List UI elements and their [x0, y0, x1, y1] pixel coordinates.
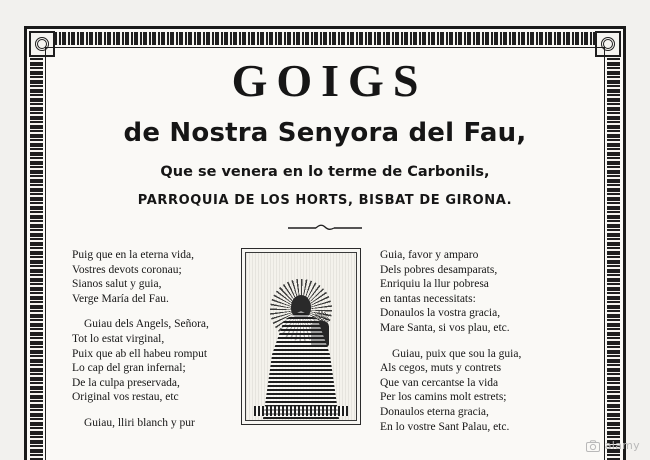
verse-line: Guia, favor y amparo [380, 249, 479, 261]
document-body [46, 48, 604, 460]
page-title: GOIGS [231, 55, 428, 106]
verse-line: Per los camins molt estrets; [380, 391, 507, 404]
border-band-top [30, 32, 620, 45]
verse-line: Que van cercantse la vida [380, 376, 499, 389]
verse-line: Enriquiu la llur pobresa [380, 278, 489, 291]
camera-icon [586, 440, 600, 452]
verse-line: Puix que ab ell habeu romput [72, 347, 208, 360]
verse-line: Dels pobres desamparats, [380, 263, 498, 276]
virgin-and-child-woodcut [241, 248, 361, 425]
stanza [380, 248, 604, 336]
verse-line: Guiau, lliri blanch y pur [84, 416, 195, 429]
page-parish-line: PARROQUIA DE LOS HORTS, BISBAT DE GIRONA. [137, 193, 513, 208]
verse-column-right [366, 248, 604, 445]
woodcut-inner-frame [245, 252, 357, 421]
page-subtitle-secondary: Que se venera en lo terme de Carbonils, [160, 164, 490, 180]
verse-column-center [236, 248, 366, 445]
page-subtitle: de Nostra Senyora del Fau, [123, 118, 527, 148]
verse-line: Original vos restau, etc [72, 391, 179, 404]
verse-line: Als cegos, muts y contrets [380, 362, 502, 375]
stanza [380, 347, 604, 435]
verse-line: Puig que en la eterna vida, [72, 249, 194, 261]
verse-column-left [46, 248, 236, 445]
pedestal [254, 406, 348, 416]
watermark [586, 439, 640, 452]
verse-line: Verge María del Fau. [72, 292, 169, 305]
verse-line: Donaulos la vostra gracia, [380, 307, 501, 320]
ornamental-divider [286, 222, 364, 232]
border-band-right [607, 32, 620, 460]
border-band-left [30, 32, 43, 460]
verse-line: en tantas necessitats: [380, 292, 476, 305]
verse-line: Guiau, puix que sou la guia, [392, 347, 522, 360]
verse-line: Donaulos eterna gracia, [380, 405, 489, 418]
stanza [72, 416, 236, 431]
verse-line: Sianos salut y guia, [72, 278, 162, 291]
watermark-label: alamy [604, 439, 640, 452]
verse-line: En lo vostre Sant Palau, etc. [380, 420, 510, 433]
verse-line: De la culpa preservada, [72, 376, 180, 389]
stanza [72, 248, 236, 306]
verse-columns [46, 248, 604, 445]
verse-line: Guiau dels Angels, Señora, [84, 318, 209, 331]
stanza [72, 317, 236, 405]
verse-line: Tot lo estat virginal, [72, 332, 165, 345]
verse-line: Mare Santa, si vos plau, etc. [380, 321, 510, 334]
verse-line: Lo cap del gran infernal; [72, 362, 186, 375]
verse-line: Vostres devots coronau; [72, 263, 182, 276]
